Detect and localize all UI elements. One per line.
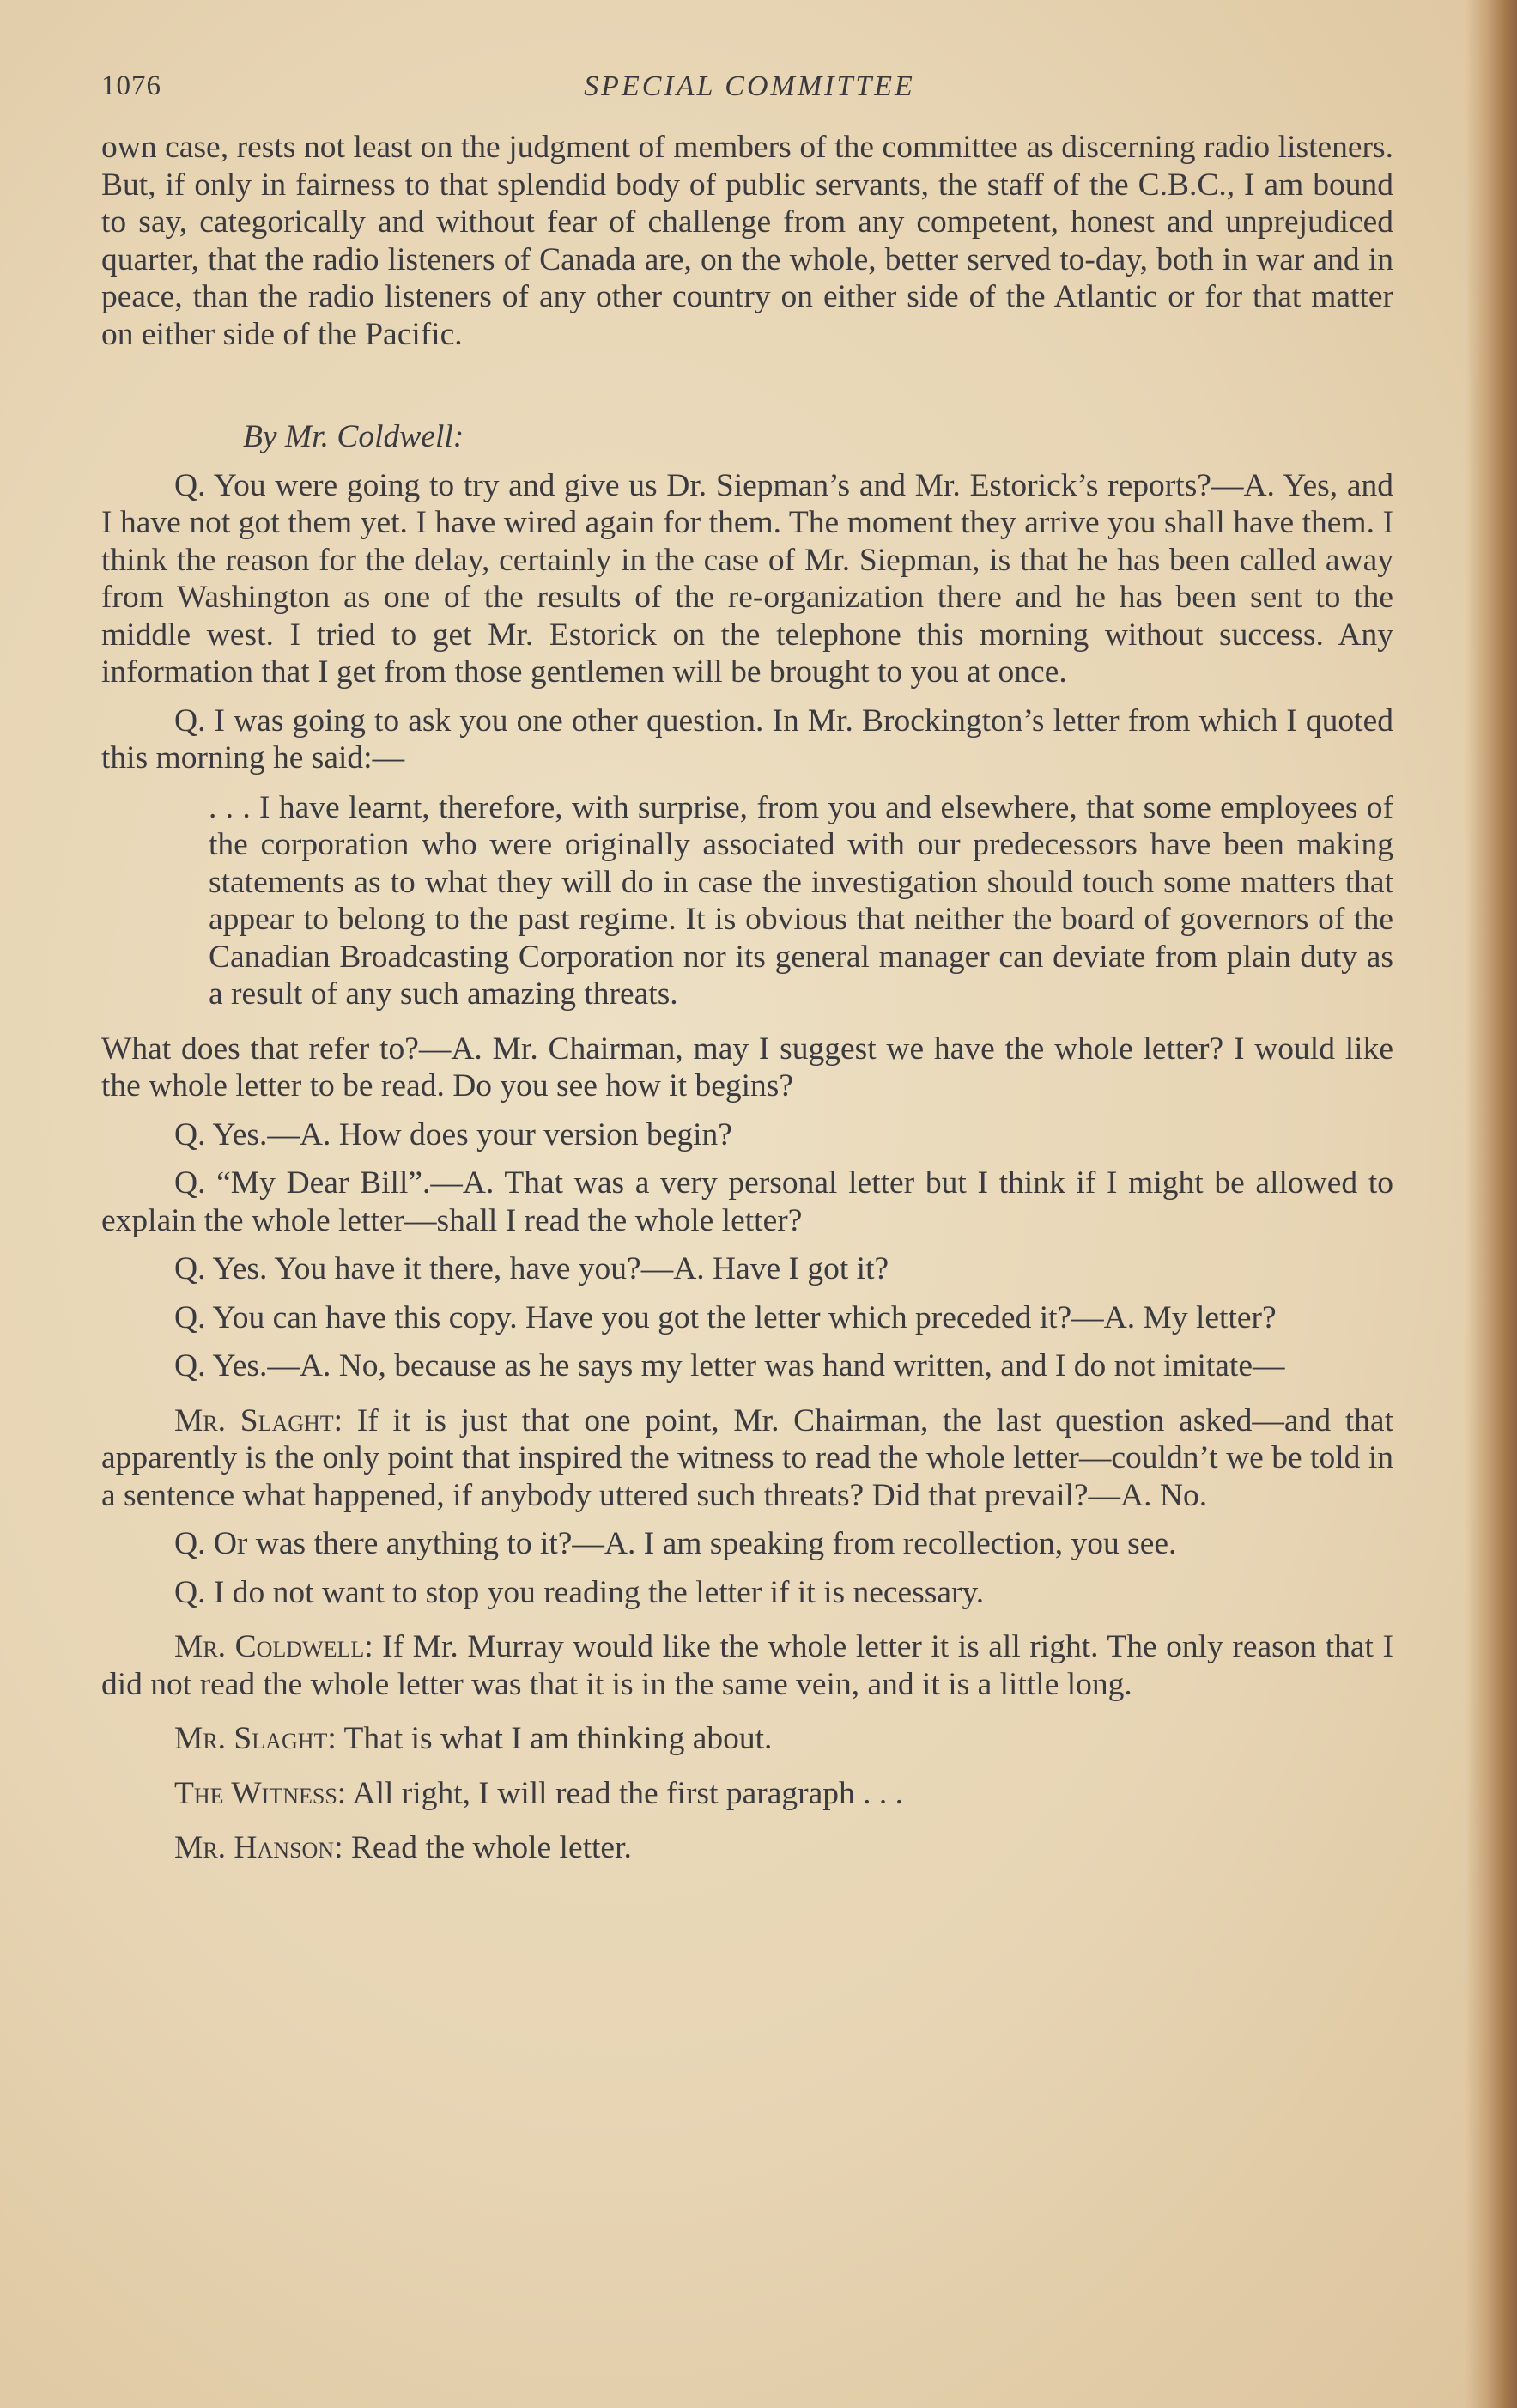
paragraph-10: Q. Or was there anything to it?—A. I am speaking from recollection, you see. xyxy=(174,1526,1177,1561)
running-head xyxy=(101,70,1398,113)
paragraph-12 xyxy=(101,1628,1393,1703)
speech-text: That is what I am thinking about. xyxy=(336,1721,773,1756)
speaker-label: The Witness: xyxy=(174,1775,347,1811)
page-number: 1076 xyxy=(101,70,161,101)
body-text xyxy=(101,129,1393,1867)
paragraph-5: Q. “My Dear Bill”.—A. That was a very personal letter but I think if I might be allowed to explain the whole letter—shall I read the whole letter? xyxy=(101,1165,1393,1238)
speech-text: Read the whole letter. xyxy=(343,1830,632,1865)
paragraph-2: Q. I was going to ask you one other question. In Mr. Brockington’s letter from which I quoted this morning he said:— xyxy=(101,702,1393,775)
paragraph-15 xyxy=(101,1829,1393,1867)
paragraph-3: What does that refer to?—A. Mr. Chairman, may I suggest we have the whole letter? I would like the whole letter to be read. Do you see how it begins? xyxy=(101,1031,1393,1104)
speaker-label: Mr. Hanson: xyxy=(174,1830,343,1865)
speech-text: If it is just that one point, Mr. Chairman, the last question asked—and that apparently is the only point that inspired the witness to read the whole letter—couldn’t we be told in a sentence what happened, if anybody uttered such threats? Did that prevail?—A. No. xyxy=(101,1402,1393,1513)
speaker-label: Mr. Coldwell: xyxy=(174,1629,373,1664)
paragraph-7: Q. You can have this copy. Have you got the letter which preceded it?—A. My letter? xyxy=(174,1299,1277,1335)
paragraph-1: Q. You were going to try and give us Dr. Siepman’s and Mr. Estorick’s reports?—A. Yes, and I have not got them yet. I have wired again for them. The moment they arrive you shall have them. I think the reason for the delay, certainly in the case of Mr. Siepman, is that he has been called away from Washington as one of the results of the re-organization there and he has been sent to the middle west. I tried to get Mr. Estorick on the telephone this morning without success. Any information that I get from those gentlemen will be brought to you at once. xyxy=(101,467,1393,690)
byline: By Mr. Coldwell: xyxy=(243,419,464,454)
speaker-label: Mr. Slaght: xyxy=(174,1402,343,1438)
speech-text: If Mr. Murray would like the whole letter it is all right. The only reason that I did not read the whole letter was that it is in the same vein, and it is a little long. xyxy=(101,1629,1393,1702)
paragraph-14 xyxy=(101,1775,1393,1813)
paragraph-9 xyxy=(101,1402,1393,1515)
page-edge-shadow xyxy=(1465,0,1517,2408)
paragraph-13 xyxy=(101,1720,1393,1758)
paragraph-11: Q. I do not want to stop you reading the letter if it is necessary. xyxy=(174,1574,985,1610)
block-quote: . . . I have learnt, therefore, with surprise, from you and elsewhere, that some employees of the corporation who were originally associated with our predecessors have been making statements as to what they will do in case the investigation should touch some matters that appear to belong to the past regime. It is obvious that neither the board of governors of the Canadian Broadcasting Corporation nor its general manager can deviate from plain duty as a result of any such amazing threats. xyxy=(209,789,1393,1012)
speech-text: All right, I will read the first paragraph . . . xyxy=(346,1775,903,1811)
header-title: SPECIAL COMMITTEE xyxy=(584,70,915,102)
speaker-label: Mr. Slaght: xyxy=(174,1721,337,1756)
paragraph-intro: own case, rests not least on the judgment of members of the committee as discerning radio listeners. But, if only in fairness to that splendid body of public servants, the staff of the C.B.C., I am bound to say, categorically and without fear of challenge from any competent, honest and unprejudiced quarter, that the radio listeners of Canada are, on the whole, better served to-day, both in war and in peace, than the radio listeners of any other country on either side of the Atlantic or for that matter on either side of the Pacific. xyxy=(101,130,1393,352)
paragraph-4: Q. Yes.—A. How does your version begin? xyxy=(174,1116,732,1152)
paragraph-8: Q. Yes.—A. No, because as he says my letter was hand written, and I do not imitate— xyxy=(174,1348,1285,1383)
paragraph-6: Q. Yes. You have it there, have you?—A. Have I got it? xyxy=(174,1251,889,1286)
